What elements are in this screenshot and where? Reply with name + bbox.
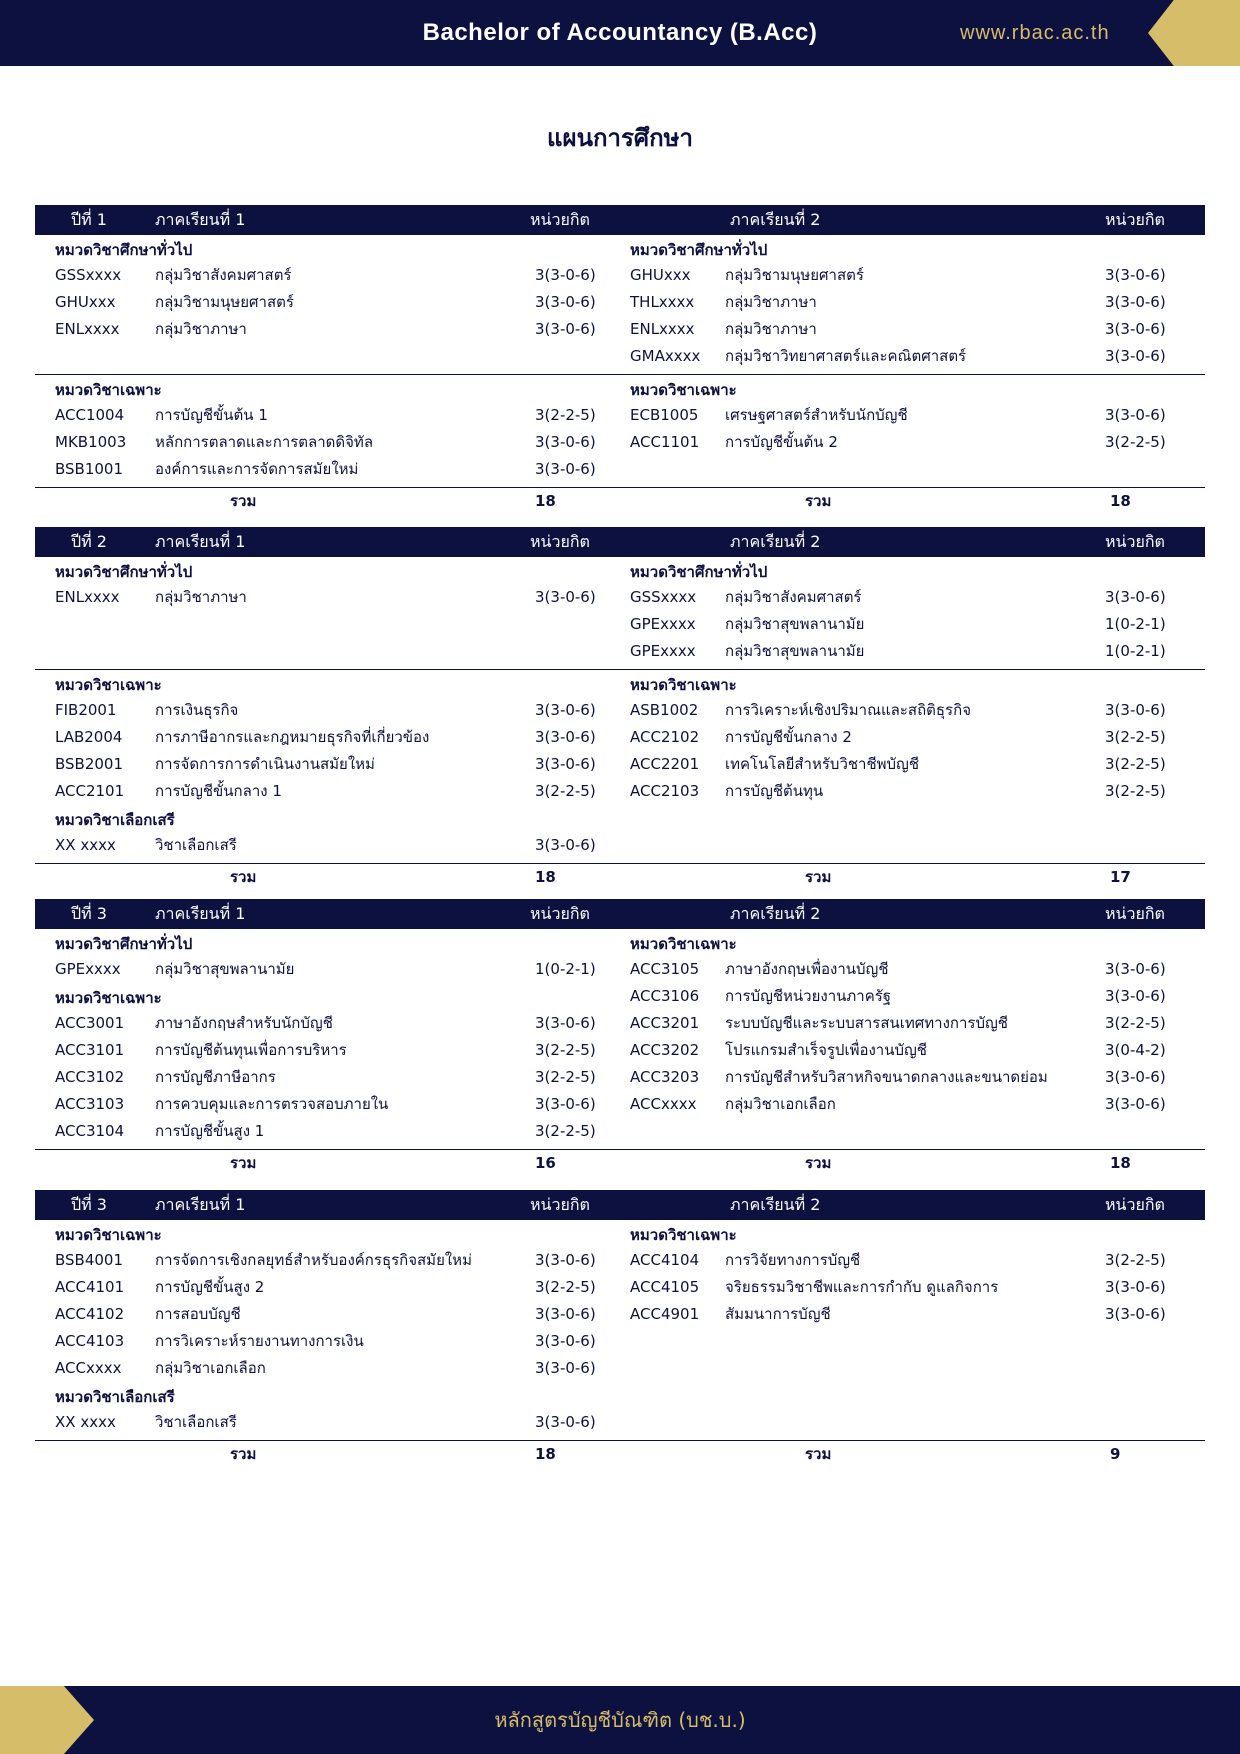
course-code: ACC4105 xyxy=(630,1278,700,1296)
course-name: การบัญชีขั้นกลาง 2 xyxy=(725,728,852,746)
course-code: ACC3203 xyxy=(630,1068,700,1086)
course-row xyxy=(35,316,610,343)
course-row xyxy=(610,751,1205,778)
course-code: GSSxxxx xyxy=(630,588,697,606)
course-code: ACC4103 xyxy=(55,1332,125,1350)
course-code: ACC3102 xyxy=(55,1068,125,1086)
course-name: กลุ่มวิชาสุขพลานามัย xyxy=(725,642,865,660)
course-credit: 3(2-2-5) xyxy=(535,1041,596,1059)
course-name: กลุ่มวิชาเอกเลือก xyxy=(725,1095,836,1113)
category-heading: หมวดวิชาเฉพาะ xyxy=(630,381,737,399)
course-credit: 3(2-2-5) xyxy=(535,1068,596,1086)
course-row xyxy=(610,402,1205,429)
course-credit: 3(3-0-6) xyxy=(535,728,596,746)
credit-header: หน่วยกิต xyxy=(530,904,590,923)
course-code: GPExxxx xyxy=(630,642,696,660)
course-code: ACC3106 xyxy=(630,987,700,1005)
year-label: ปีที่ 1 xyxy=(71,210,107,229)
course-row xyxy=(35,1091,610,1118)
course-section xyxy=(35,375,1205,488)
semester-1-label: ภาคเรียนที่ 1 xyxy=(155,532,246,551)
course-code: GMAxxxx xyxy=(630,347,701,365)
total-row xyxy=(35,488,1205,514)
course-code: GPExxxx xyxy=(630,615,696,633)
course-code: BSB4001 xyxy=(55,1251,124,1269)
credit-header: หน่วยกิต xyxy=(530,532,590,551)
course-credit: 3(3-0-6) xyxy=(1105,701,1166,719)
semester-1-column xyxy=(35,557,610,669)
category-heading: หมวดวิชาเฉพาะ xyxy=(630,676,737,694)
course-section xyxy=(35,1220,1205,1441)
course-code: ACC4104 xyxy=(630,1251,700,1269)
course-name: การบัญชีภาษีอากร xyxy=(155,1068,276,1086)
course-code: THLxxxx xyxy=(630,293,695,311)
course-name: กลุ่มวิชาภาษา xyxy=(725,320,817,338)
course-credit: 3(3-0-6) xyxy=(535,1305,596,1323)
semester-1-total: 16 xyxy=(535,1154,556,1172)
course-code: ACC1004 xyxy=(55,406,125,424)
course-name: กลุ่มวิชาภาษา xyxy=(155,588,247,606)
course-code: ENLxxxx xyxy=(55,588,120,606)
course-name: กลุ่มวิชาสังคมศาสตร์ xyxy=(155,266,292,284)
course-row xyxy=(35,402,610,429)
course-row xyxy=(35,1118,610,1145)
course-credit: 3(2-2-5) xyxy=(1105,755,1166,773)
credit-header: หน่วยกิต xyxy=(1105,904,1165,923)
semester-2-total: 9 xyxy=(1110,1445,1121,1463)
course-code: ASB1002 xyxy=(630,701,699,719)
course-name: กลุ่มวิชาภาษา xyxy=(725,293,817,311)
category-heading: หมวดวิชาศึกษาทั่วไป xyxy=(630,241,768,259)
course-row xyxy=(610,1037,1205,1064)
course-row xyxy=(610,262,1205,289)
course-name: การเงินธุรกิจ xyxy=(155,701,239,719)
course-name: กลุ่มวิชาสังคมศาสตร์ xyxy=(725,588,862,606)
course-row xyxy=(610,343,1205,370)
category-heading: หมวดวิชาเฉพาะ xyxy=(630,1226,737,1244)
course-section xyxy=(35,929,1205,1150)
course-credit: 3(3-0-6) xyxy=(1105,266,1166,284)
course-credit: 3(3-0-6) xyxy=(1105,987,1166,1005)
credit-header: หน่วยกิต xyxy=(1105,210,1165,229)
semester-1-label: ภาคเรียนที่ 1 xyxy=(155,904,246,923)
credit-header: หน่วยกิต xyxy=(530,1195,590,1214)
semester-2-label: ภาคเรียนที่ 2 xyxy=(730,532,821,551)
credit-header: หน่วยกิต xyxy=(1105,532,1165,551)
course-row xyxy=(35,1301,610,1328)
course-name: การวิจัยทางการบัญชี xyxy=(725,1251,861,1269)
total-row xyxy=(35,1441,1205,1467)
course-section xyxy=(35,557,1205,670)
course-credit: 3(3-0-6) xyxy=(535,433,596,451)
category-heading: หมวดวิชาเฉพาะ xyxy=(55,381,162,399)
credit-header: หน่วยกิต xyxy=(530,210,590,229)
course-code: GPExxxx xyxy=(55,960,121,978)
course-name: กลุ่มวิชาภาษา xyxy=(155,320,247,338)
course-code: ACCxxxx xyxy=(630,1095,697,1113)
course-name: วิชาเลือกเสรี xyxy=(155,836,237,854)
course-name: หลักการตลาดและการตลาดดิจิทัล xyxy=(155,433,374,451)
course-code: ACC4901 xyxy=(630,1305,700,1323)
total-label: รวม xyxy=(805,492,832,510)
semester-2-column xyxy=(610,235,1205,374)
course-credit: 3(3-0-6) xyxy=(535,1359,596,1377)
course-name: การบัญชีหน่วยงานภาครัฐ xyxy=(725,987,892,1005)
course-name: การบัญชีขั้นต้น 1 xyxy=(155,406,268,424)
credit-header: หน่วยกิต xyxy=(1105,1195,1165,1214)
course-code: LAB2004 xyxy=(55,728,123,746)
course-credit: 3(3-0-6) xyxy=(535,1095,596,1113)
semester-1-column xyxy=(35,670,610,863)
course-row xyxy=(610,638,1205,665)
footer-text: หลักสูตรบัญชีบัณฑิต (บช.บ.) xyxy=(494,1708,746,1732)
course-code: ACC3103 xyxy=(55,1095,125,1113)
course-row xyxy=(610,289,1205,316)
course-credit: 3(3-0-6) xyxy=(1105,588,1166,606)
course-row xyxy=(610,1247,1205,1274)
semester-2-column xyxy=(610,670,1205,863)
course-code: BSB1001 xyxy=(55,460,124,478)
course-credit: 3(3-0-6) xyxy=(535,320,596,338)
course-row xyxy=(610,697,1205,724)
course-name: การภาษีอากรและกฎหมายธุรกิจที่เกี่ยวข้อง xyxy=(155,728,430,746)
header-title: Bachelor of Accountancy (B.Acc) xyxy=(422,19,818,46)
semester-1-label: ภาคเรียนที่ 1 xyxy=(155,1195,246,1214)
course-code: BSB2001 xyxy=(55,755,124,773)
course-name: ระบบบัญชีและระบบสารสนเทศทางการบัญชี xyxy=(725,1014,1008,1032)
course-credit: 3(2-2-5) xyxy=(535,1278,596,1296)
course-credit: 3(3-0-6) xyxy=(1105,406,1166,424)
course-row xyxy=(35,262,610,289)
course-name: การควบคุมและการตรวจสอบภายใน xyxy=(155,1095,389,1113)
course-code: XX xxxx xyxy=(55,836,116,854)
course-credit: 3(3-0-6) xyxy=(535,460,596,478)
course-row xyxy=(610,1301,1205,1328)
category-heading: หมวดวิชาเลือกเสรี xyxy=(55,811,175,829)
total-label: รวม xyxy=(230,1154,257,1172)
semester-2-column xyxy=(610,1220,1205,1440)
semester-2-column xyxy=(610,375,1205,487)
total-label: รวม xyxy=(805,1154,832,1172)
course-row xyxy=(35,584,610,611)
course-row xyxy=(610,983,1205,1010)
course-row xyxy=(610,429,1205,456)
course-credit: 1(0-2-1) xyxy=(1105,615,1166,633)
course-name: กลุ่มวิชามนุษยศาสตร์ xyxy=(725,266,864,284)
year-block xyxy=(35,1190,1205,1467)
course-name: การบัญชีต้นทุน xyxy=(725,782,824,800)
semester-1-total: 18 xyxy=(535,868,556,886)
course-credit: 3(3-0-6) xyxy=(1105,347,1166,365)
course-row xyxy=(610,1274,1205,1301)
course-credit: 3(0-4-2) xyxy=(1105,1041,1166,1059)
course-name: กลุ่มวิชาเอกเลือก xyxy=(155,1359,266,1377)
course-credit: 3(3-0-6) xyxy=(1105,1305,1166,1323)
course-code: GHUxxx xyxy=(630,266,691,284)
course-section xyxy=(35,235,1205,375)
category-heading: หมวดวิชาศึกษาทั่วไป xyxy=(55,563,193,581)
course-name: การจัดการเชิงกลยุทธ์สำหรับองค์กรธุรกิจสมัยใหม่ xyxy=(155,1251,472,1269)
course-name: ภาษาอังกฤษเพื่องานบัญชี xyxy=(725,960,889,978)
course-code: ACC3202 xyxy=(630,1041,700,1059)
course-row xyxy=(610,584,1205,611)
course-name: กลุ่มวิชาวิทยาศาสตร์และคณิตศาสตร์ xyxy=(725,347,967,365)
category-heading: หมวดวิชาเฉพาะ xyxy=(630,935,737,953)
semester-2-total: 18 xyxy=(1110,492,1131,510)
semester-1-column xyxy=(35,235,610,374)
semester-1-column xyxy=(35,929,610,1149)
total-label: รวม xyxy=(230,492,257,510)
course-code: ACC3201 xyxy=(630,1014,700,1032)
course-code: MKB1003 xyxy=(55,433,127,451)
year-block xyxy=(35,899,1205,1176)
course-credit: 3(2-2-5) xyxy=(535,1122,596,1140)
course-credit: 1(0-2-1) xyxy=(1105,642,1166,660)
course-code: ACC4101 xyxy=(55,1278,125,1296)
course-name: การบัญชีขั้นกลาง 1 xyxy=(155,782,282,800)
course-credit: 3(2-2-5) xyxy=(535,406,596,424)
year-block xyxy=(35,205,1205,514)
course-row xyxy=(610,1064,1205,1091)
course-row xyxy=(610,956,1205,983)
course-row xyxy=(35,832,610,859)
course-row xyxy=(610,778,1205,805)
course-name: การบัญชีขั้นสูง 1 xyxy=(155,1122,265,1140)
course-row xyxy=(35,1064,610,1091)
course-row xyxy=(35,1010,610,1037)
course-credit: 3(3-0-6) xyxy=(1105,1068,1166,1086)
year-label: ปีที่ 3 xyxy=(71,904,107,923)
course-code: ENLxxxx xyxy=(630,320,695,338)
course-row xyxy=(35,1328,610,1355)
course-name: การบัญชีขั้นสูง 2 xyxy=(155,1278,265,1296)
total-label: รวม xyxy=(230,1445,257,1463)
course-credit: 3(3-0-6) xyxy=(1105,1278,1166,1296)
course-row xyxy=(35,289,610,316)
course-code: ACC2101 xyxy=(55,782,125,800)
course-credit: 3(2-2-5) xyxy=(1105,728,1166,746)
semester-2-label: ภาคเรียนที่ 2 xyxy=(730,904,821,923)
category-heading: หมวดวิชาเฉพาะ xyxy=(55,1226,162,1244)
semester-1-total: 18 xyxy=(535,1445,556,1463)
course-row xyxy=(35,778,610,805)
course-code: ACC2103 xyxy=(630,782,700,800)
course-name: โปรแกรมสำเร็จรูปเพื่องานบัญชี xyxy=(725,1041,927,1059)
course-credit: 3(3-0-6) xyxy=(1105,960,1166,978)
semester-2-total: 18 xyxy=(1110,1154,1131,1172)
course-code: ACC3101 xyxy=(55,1041,125,1059)
course-credit: 3(2-2-5) xyxy=(1105,433,1166,451)
course-name: กลุ่มวิชาสุขพลานามัย xyxy=(155,960,295,978)
total-row xyxy=(35,864,1205,890)
course-credit: 3(3-0-6) xyxy=(535,836,596,854)
course-row xyxy=(35,697,610,724)
course-name: การวิเคราะห์รายงานทางการเงิน xyxy=(155,1332,364,1350)
semester-1-total: 18 xyxy=(535,492,556,510)
course-name: การจัดการการดำเนินงานสมัยใหม่ xyxy=(155,755,375,773)
category-heading: หมวดวิชาศึกษาทั่วไป xyxy=(630,563,768,581)
course-code: ACC3001 xyxy=(55,1014,125,1032)
course-code: ACC2102 xyxy=(630,728,700,746)
category-heading: หมวดวิชาเฉพาะ xyxy=(55,989,162,1007)
course-credit: 3(3-0-6) xyxy=(535,755,596,773)
course-name: การบัญชีขั้นต้น 2 xyxy=(725,433,838,451)
course-credit: 3(3-0-6) xyxy=(535,1251,596,1269)
course-name: การบัญชีสำหรับวิสาหกิจขนาดกลางและขนาดย่อม xyxy=(725,1068,1048,1086)
semester-1-column xyxy=(35,375,610,487)
category-heading: หมวดวิชาศึกษาทั่วไป xyxy=(55,241,193,259)
course-credit: 3(3-0-6) xyxy=(1105,320,1166,338)
course-name: สัมมนาการบัญชี xyxy=(725,1305,831,1323)
total-label: รวม xyxy=(230,868,257,886)
course-credit: 3(3-0-6) xyxy=(535,588,596,606)
course-row xyxy=(610,1010,1205,1037)
course-credit: 3(3-0-6) xyxy=(535,266,596,284)
course-credit: 3(3-0-6) xyxy=(535,1332,596,1350)
course-credit: 3(3-0-6) xyxy=(1105,1095,1166,1113)
course-credit: 3(3-0-6) xyxy=(1105,293,1166,311)
semester-2-label: ภาคเรียนที่ 2 xyxy=(730,210,821,229)
course-code: ECB1005 xyxy=(630,406,699,424)
course-name: การวิเคราะห์เชิงปริมาณและสถิติธุรกิจ xyxy=(725,701,971,719)
semester-2-label: ภาคเรียนที่ 2 xyxy=(730,1195,821,1214)
course-credit: 3(3-0-6) xyxy=(535,1014,596,1032)
course-row xyxy=(35,751,610,778)
course-row xyxy=(35,1037,610,1064)
total-label: รวม xyxy=(805,1445,832,1463)
course-code: ACCxxxx xyxy=(55,1359,122,1377)
course-code: XX xxxx xyxy=(55,1413,116,1431)
course-code: ACC2201 xyxy=(630,755,700,773)
course-name: กลุ่มวิชาสุขพลานามัย xyxy=(725,615,865,633)
total-row xyxy=(35,1150,1205,1176)
course-row xyxy=(35,956,610,983)
year-header xyxy=(35,899,1205,929)
course-code: ACC1101 xyxy=(630,433,700,451)
page-footer xyxy=(0,1686,1240,1754)
header-url: www.rbac.ac.th xyxy=(960,22,1110,44)
course-name: เศรษฐศาสตร์สำหรับนักบัญชี xyxy=(725,406,908,424)
course-code: FIB2001 xyxy=(55,701,117,719)
semester-2-column xyxy=(610,929,1205,1149)
year-block xyxy=(35,527,1205,890)
course-credit: 3(2-2-5) xyxy=(1105,782,1166,800)
course-row xyxy=(35,1247,610,1274)
page-header xyxy=(0,0,1240,66)
course-name: องค์การและการจัดการสมัยใหม่ xyxy=(155,460,359,478)
course-row xyxy=(610,611,1205,638)
year-header xyxy=(35,527,1205,557)
category-heading: หมวดวิชาเลือกเสรี xyxy=(55,1388,175,1406)
course-credit: 3(3-0-6) xyxy=(535,1413,596,1431)
course-row xyxy=(35,1274,610,1301)
year-label: ปีที่ 2 xyxy=(71,532,107,551)
course-name: จริยธรรมวิชาชีพและการกำกับ ดูแลกิจการ xyxy=(725,1278,999,1296)
semester-1-label: ภาคเรียนที่ 1 xyxy=(155,210,246,229)
course-row xyxy=(35,1355,610,1382)
course-credit: 3(3-0-6) xyxy=(535,293,596,311)
course-name: ภาษาอังกฤษสำหรับนักบัญชี xyxy=(155,1014,333,1032)
course-section xyxy=(35,670,1205,864)
year-header xyxy=(35,1190,1205,1220)
course-credit: 1(0-2-1) xyxy=(535,960,596,978)
course-row xyxy=(35,456,610,483)
course-row xyxy=(610,316,1205,343)
course-name: การสอบบัญชี xyxy=(155,1305,241,1323)
course-credit: 3(2-2-5) xyxy=(1105,1251,1166,1269)
semester-2-column xyxy=(610,557,1205,669)
total-label: รวม xyxy=(805,868,832,886)
course-row xyxy=(610,1091,1205,1118)
course-row xyxy=(35,1409,610,1436)
course-code: GHUxxx xyxy=(55,293,116,311)
category-heading: หมวดวิชาศึกษาทั่วไป xyxy=(55,935,193,953)
course-code: ACC4102 xyxy=(55,1305,125,1323)
course-code: GSSxxxx xyxy=(55,266,122,284)
semester-2-total: 17 xyxy=(1110,868,1131,886)
course-row xyxy=(35,429,610,456)
category-heading: หมวดวิชาเฉพาะ xyxy=(55,676,162,694)
course-code: ACC3105 xyxy=(630,960,700,978)
semester-1-column xyxy=(35,1220,610,1440)
year-label: ปีที่ 3 xyxy=(71,1195,107,1214)
course-name: การบัญชีต้นทุนเพื่อการบริหาร xyxy=(155,1041,347,1059)
course-code: ENLxxxx xyxy=(55,320,120,338)
course-row xyxy=(35,724,610,751)
course-credit: 3(2-2-5) xyxy=(1105,1014,1166,1032)
course-code: ACC3104 xyxy=(55,1122,125,1140)
course-name: กลุ่มวิชามนุษยศาสตร์ xyxy=(155,293,294,311)
course-row xyxy=(610,724,1205,751)
year-header xyxy=(35,205,1205,235)
course-credit: 3(3-0-6) xyxy=(535,701,596,719)
course-name: เทคโนโลยีสำหรับวิชาชีพบัญชี xyxy=(725,755,920,773)
course-credit: 3(2-2-5) xyxy=(535,782,596,800)
course-name: วิชาเลือกเสรี xyxy=(155,1413,237,1431)
page-title: แผนการศึกษา xyxy=(547,124,693,152)
